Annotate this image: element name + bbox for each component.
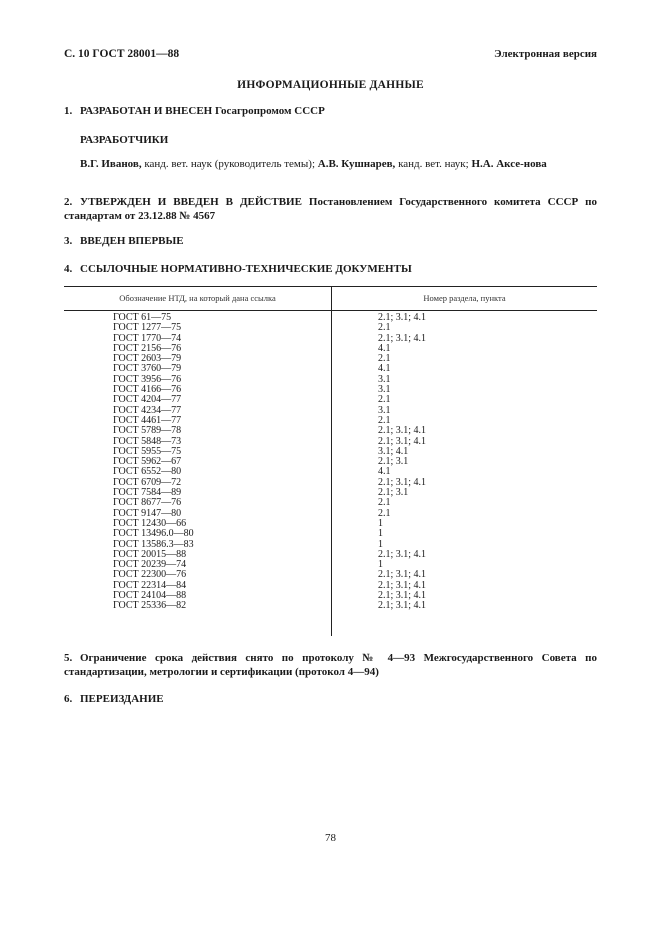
- section-5-number: 5.: [64, 652, 73, 664]
- table-cell-section: 1: [378, 538, 383, 550]
- developer-1-role: канд. вет. наук (руководитель темы);: [141, 158, 318, 170]
- table-cell-section: 2.1; 3.1; 4.1: [378, 579, 427, 591]
- table-cell-section: 3.1: [378, 404, 391, 416]
- table-cell-section: 2.1; 3.1; 4.1: [378, 600, 427, 612]
- table-cell-document: ГОСТ 12430—66: [113, 517, 187, 529]
- developer-3-name: Н.А. Аксе-нова: [471, 158, 547, 170]
- table-cell-document: ГОСТ 61—75: [113, 312, 172, 323]
- header-version: Электронная версия: [494, 48, 597, 60]
- table-body: [64, 313, 597, 612]
- table-cell-section: 2.1: [378, 507, 391, 519]
- section-2-number: 2.: [64, 196, 73, 208]
- table-row: [64, 601, 597, 611]
- section-5: [64, 651, 597, 679]
- table-cell-section: 2.1; 3.1; 4.1: [378, 312, 427, 323]
- table-cell-section: 2.1; 3.1; 4.1: [378, 332, 427, 344]
- table-cell-section: 4.1: [378, 342, 391, 354]
- table-cell-document: ГОСТ 22314—84: [113, 579, 187, 591]
- table-cell-section: 1: [378, 559, 383, 571]
- table-cell-document: ГОСТ 5848—73: [113, 435, 182, 447]
- table-cell-document: ГОСТ 6552—80: [113, 466, 182, 478]
- table-cell-document: ГОСТ 2156—76: [113, 342, 182, 354]
- section-1-number: 1.: [64, 105, 73, 117]
- section-1: [64, 104, 597, 118]
- page-title: ИНФОРМАЦИОННЫЕ ДАННЫЕ: [237, 79, 424, 91]
- section-6-text: ПЕРЕИЗДАНИЕ: [80, 693, 164, 705]
- table-cell-section: 4.1: [378, 363, 391, 375]
- header-standard-ref: С. 10 ГОСТ 28001—88: [64, 48, 180, 60]
- table-cell-document: ГОСТ 5955—75: [113, 445, 182, 457]
- section-4: [64, 262, 597, 276]
- table-cell-document: ГОСТ 22300—76: [113, 569, 187, 581]
- section-6-number: 6.: [64, 693, 73, 705]
- section-2: [64, 195, 597, 223]
- table-cell-document: ГОСТ 24104—88: [113, 590, 187, 602]
- table-header-document: Обозначение НТД, на который дана ссылка: [119, 293, 276, 303]
- table-cell-document: ГОСТ 2603—79: [113, 353, 182, 365]
- table-cell-document: ГОСТ 6709—72: [113, 476, 182, 488]
- table-cell-document: ГОСТ 3760—79: [113, 363, 182, 375]
- table-cell-section: 2.1: [378, 394, 391, 406]
- table-cell-section: 2.1: [378, 414, 391, 426]
- section-1-text: РАЗРАБОТАН И ВНЕСЕН Госагропромом СССР: [80, 105, 325, 117]
- page-number: 78: [325, 832, 336, 844]
- section-4-number: 4.: [64, 263, 73, 275]
- table-cell-section: 2.1; 3.1; 4.1: [378, 590, 427, 602]
- developers-list: [80, 157, 597, 171]
- table-row: [64, 529, 597, 539]
- table-cell-section: 3.1; 4.1: [378, 445, 409, 457]
- table-header-section: Номер раздела, пункта: [423, 293, 506, 303]
- table-cell-document: ГОСТ 4204—77: [113, 394, 182, 406]
- table-cell-section: 4.1: [378, 466, 391, 478]
- section-2-text: УТВЕРЖДЕН И ВВЕДЕН В ДЕЙСТВИЕ Постановлением Государственного комитета СССР по стандартам от 23.12.88 № 4567: [64, 196, 597, 222]
- table-cell-document: ГОСТ 1277—75: [113, 322, 182, 334]
- developer-2-name: А.В. Кушнарев,: [317, 158, 396, 170]
- table-cell-section: 2.1; 3.1: [378, 456, 409, 468]
- table-cell-document: ГОСТ 1770—74: [113, 332, 182, 344]
- section-3: [64, 234, 597, 248]
- table-cell-section: 1: [378, 528, 383, 540]
- table-cell-document: ГОСТ 4166—76: [113, 384, 182, 396]
- table-cell-document: ГОСТ 5962—67: [113, 456, 182, 468]
- developer-1-name: В.Г. Иванов,: [80, 158, 142, 170]
- table-cell-section: 2.1; 3.1; 4.1: [378, 425, 427, 437]
- table-cell-document: ГОСТ 3956—76: [113, 373, 182, 385]
- table-cell-section: 2.1: [378, 322, 391, 334]
- table-cell-section: 2.1; 3.1; 4.1: [378, 569, 427, 581]
- table-cell-section: 1: [378, 517, 383, 529]
- section-3-number: 3.: [64, 235, 73, 247]
- table-cell-section: 2.1: [378, 353, 391, 365]
- section-5-text: Ограничение срока действия снято по протоколу № 4—93 Межгосударственного Совета по стандартизации, метрологии и сертификации (протокол 4—94): [64, 652, 597, 678]
- table-cell-section: 2.1; 3.1; 4.1: [378, 476, 427, 488]
- table-cell-document: ГОСТ 20239—74: [113, 559, 187, 571]
- table-cell-document: ГОСТ 25336—82: [113, 600, 187, 612]
- table-cell-document: ГОСТ 13586.3—83: [113, 538, 194, 550]
- table-cell-document: ГОСТ 8677—76: [113, 497, 182, 509]
- table-cell-section: 3.1: [378, 384, 391, 396]
- table-cell-section: 2.1; 3.1; 4.1: [378, 548, 427, 560]
- table-cell-document: ГОСТ 4461—77: [113, 414, 182, 426]
- table-cell-document: ГОСТ 4234—77: [113, 404, 182, 416]
- table-cell-document: ГОСТ 13496.0—80: [113, 528, 194, 540]
- table-cell-section: 2.1; 3.1: [378, 487, 409, 499]
- section-3-text: ВВЕДЕН ВПЕРВЫЕ: [80, 235, 184, 247]
- table-cell-document: ГОСТ 7584—89: [113, 487, 182, 499]
- table-cell-section: 2.1; 3.1; 4.1: [378, 435, 427, 447]
- table-cell-document: ГОСТ 20015—88: [113, 548, 187, 560]
- table-cell-document: ГОСТ 9147—80: [113, 507, 182, 519]
- table-cell-document: ГОСТ 5789—78: [113, 425, 182, 437]
- table-cell-section: 2.1: [378, 497, 391, 509]
- developer-2-role: канд. вет. наук;: [395, 158, 472, 170]
- section-4-text: ССЫЛОЧНЫЕ НОРМАТИВНО-ТЕХНИЧЕСКИЕ ДОКУМЕНТЫ: [80, 263, 412, 275]
- section-6: [64, 692, 597, 706]
- table-cell-section: 3.1: [378, 373, 391, 385]
- developers-heading: РАЗРАБОТЧИКИ: [80, 134, 169, 146]
